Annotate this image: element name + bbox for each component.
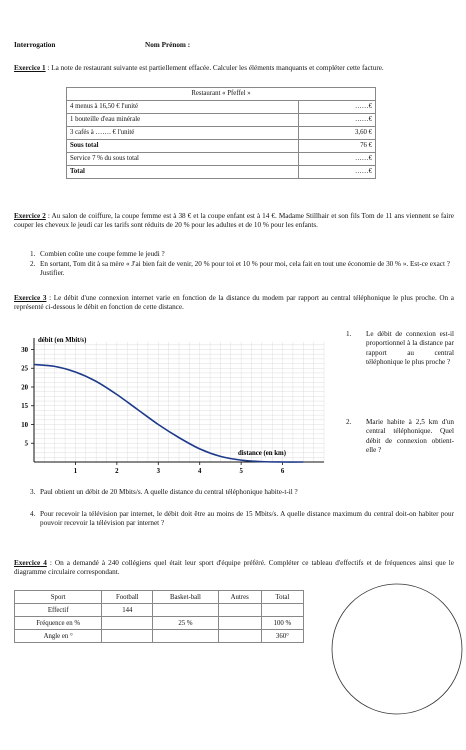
header-interrogation: Interrogation	[14, 41, 56, 49]
ex3-intro-text: : Le débit d'une connexion internet varie en fonction de la distance du modem par rapport au central téléphonique le plus proche. On a représenté ci-dessous le débit en fonction de cette distance.	[14, 294, 454, 312]
table-header-cell: Autres	[218, 591, 261, 604]
table-cell	[261, 604, 303, 617]
table-cell: 144	[102, 604, 153, 617]
pie-chart-circle	[330, 582, 464, 716]
table-row	[67, 126, 376, 139]
table-cell	[153, 630, 218, 643]
ex4-intro-text: : On a demandé à 240 collégiens quel était leur sport d'équipe préféré. Compléter ce tableau d'effectifs et de fréquences ainsi que le diagramme circulaire correspondant.	[14, 559, 454, 577]
question-number: 1.	[30, 250, 36, 258]
table-row	[67, 139, 376, 152]
question-number: 1.	[346, 330, 352, 338]
table-row	[67, 165, 376, 178]
question-number: 4.	[30, 510, 36, 518]
bill-value: ……€	[299, 165, 376, 178]
x-tick-label: 1	[73, 468, 78, 475]
x-tick-label: 2	[115, 468, 119, 475]
table-row	[67, 100, 376, 113]
bandwidth-chart	[6, 328, 326, 480]
chart-grid	[34, 342, 324, 462]
table-cell	[102, 617, 153, 630]
restaurant-bill-table	[66, 87, 376, 179]
x-tick-label: 3	[156, 468, 160, 475]
table-cell: 360°	[261, 630, 303, 643]
bill-label: Sous total	[67, 139, 299, 152]
question-text: Marie habite à 2,5 km d'un central téléphonique. Quel débit de connexion obtient-elle ?	[366, 418, 454, 455]
question-text: Pour recevoir la télévision par internet, le débit doit être au moins de 15 Mbits/s. A quelle distance maximum du central doit-on habiter pour pouvoir recevoir la télévision par internet ?	[40, 510, 454, 528]
x-tick-label: 6	[280, 468, 285, 475]
ex2-question-2	[30, 260, 454, 280]
table-cell: 25 %	[153, 617, 218, 630]
ex1-intro-text: : La note de restaurant suivante est partiellement effacée. Calculer les éléments manquants et compléter cette facture.	[45, 64, 384, 72]
bill-label: Service 7 % du sous total	[67, 152, 299, 165]
table-cell: 100 %	[261, 617, 303, 630]
y-tick-label: 20	[21, 384, 28, 392]
bill-value: ……€	[299, 113, 376, 126]
y-tick-label: 15	[21, 403, 28, 411]
table-cell	[218, 630, 261, 643]
table-cell	[102, 630, 153, 643]
ex3-question-4	[30, 510, 454, 530]
question-text: Paul obtient un débit de 20 Mbits/s. A quelle distance du central téléphonique habite-t-il ?	[40, 488, 298, 496]
table-header-cell: Sport	[15, 591, 102, 604]
table-header-cell: Football	[102, 591, 153, 604]
y-tick-label: 25	[21, 365, 28, 373]
bill-value: 3,60 €	[299, 126, 376, 139]
ex3-question-3	[30, 488, 454, 498]
table-cell: Fréquence en %	[15, 617, 102, 630]
ex2-intro-text: : Au salon de coiffure, la coupe femme est à 38 € et la coupe enfant est à 14 €. Madame Stillhair et son fils Tom de 11 ans viennent se faire couper les cheveux le jeudi car les tarifs sont réduits de 20 % pour les adultes et de 10 % pour les enfants.	[14, 212, 454, 230]
ex4-title: Exercice 4	[14, 559, 47, 567]
ex3-question-1	[346, 330, 454, 400]
table-cell	[218, 604, 261, 617]
table-row	[15, 630, 304, 643]
x-tick-label: 4	[198, 468, 202, 475]
table-cell: Effectif	[15, 604, 102, 617]
ex3-intro	[14, 294, 454, 313]
bill-value: ……€	[299, 100, 376, 113]
chart-y-axis-label: débit (en Mbit/s)	[38, 337, 87, 344]
sports-frequency-table	[14, 590, 304, 643]
question-number: 3.	[30, 488, 36, 496]
ex2-title: Exercice 2	[14, 212, 46, 220]
question-text: En sortant, Tom dit à sa mère « J'ai bien fait de venir, 20 % pour toi et 10 % pour moi, cela fait en tout une économie de 30 % ». Est-ce exact ? Justifier.	[40, 260, 450, 278]
table-cell	[218, 617, 261, 630]
y-tick-label: 10	[21, 421, 28, 429]
table-header-row	[15, 591, 304, 604]
table-row	[15, 604, 304, 617]
question-number: 2.	[346, 418, 352, 426]
bill-value: ……€	[299, 152, 376, 165]
x-tick-label: 5	[239, 468, 243, 475]
table-cell: Angle en °	[15, 630, 102, 643]
y-tick-label: 30	[21, 346, 28, 354]
bill-label: 1 bouteille d'eau minérale	[67, 113, 299, 126]
bill-title: Restaurant « Pfeffel »	[67, 88, 376, 101]
header-name: Nom Prénom :	[145, 41, 191, 49]
bill-label: 4 menus à 16,50 € l'unité	[67, 100, 299, 113]
bill-value: 76 €	[299, 139, 376, 152]
question-number: 2.	[30, 260, 36, 268]
bill-label: 3 cafés à ……. € l'unité	[67, 126, 299, 139]
table-header-cell: Basket-ball	[153, 591, 218, 604]
bill-label: Total	[67, 165, 299, 178]
ex3-title: Exercice 3	[14, 294, 47, 302]
question-text: Le débit de connexion est-il proportionnel à la distance par rapport au central téléphonique le plus proche ?	[366, 330, 454, 367]
table-cell	[153, 604, 218, 617]
table-row	[67, 152, 376, 165]
question-text: Combien coûte une coupe femme le jeudi ?	[40, 250, 165, 258]
ex2-intro	[14, 212, 454, 231]
ex1-intro	[14, 64, 454, 73]
table-row	[15, 617, 304, 630]
ex4-intro	[14, 559, 454, 578]
table-row	[67, 113, 376, 126]
chart-x-axis-label: distance (en km)	[238, 450, 286, 457]
ex3-question-2	[346, 418, 454, 478]
ex2-question-1	[30, 250, 454, 260]
ex1-title: Exercice 1	[14, 64, 46, 72]
y-tick-label: 5	[24, 440, 28, 448]
table-header-cell: Total	[261, 591, 303, 604]
